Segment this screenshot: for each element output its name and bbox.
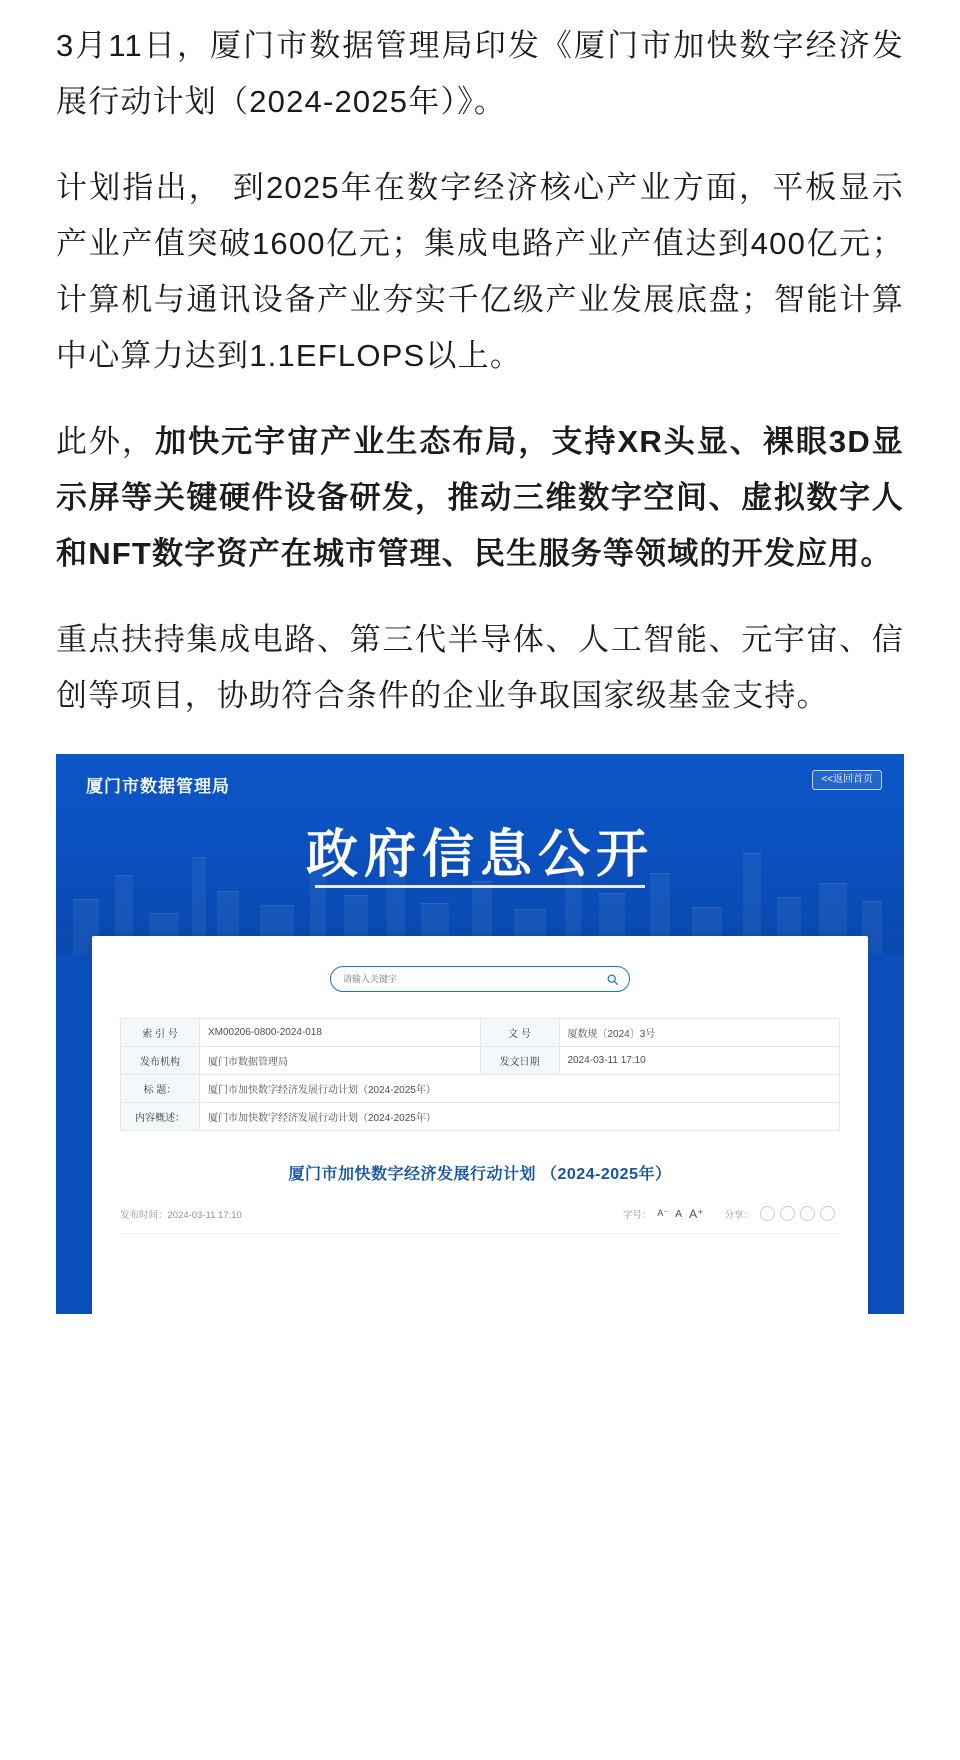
font-size-label: 字号： [622,1209,652,1221]
meta-value-publisher: 厦门市数据管理局 [200,1047,481,1075]
search-row [120,966,840,992]
share-label: 分享： [724,1209,753,1221]
font-size-medium-button[interactable]: A [675,1207,683,1220]
gov-site-content [92,936,868,1314]
paragraph-3 [56,414,904,582]
meta-value-summary: 厦门市加快数字经济发展行动计划（2024-2025年） [200,1103,840,1131]
search-input[interactable] [341,973,606,985]
meta-label-date: 发文日期 [480,1047,559,1075]
article-body [0,0,960,724]
share-weibo-icon[interactable] [780,1206,795,1221]
meta-value-title: 厦门市加快数字经济发展行动计划（2024-2025年） [200,1075,840,1103]
table-row [121,1075,840,1103]
table-row [121,1019,840,1047]
font-size-large-button[interactable]: A⁺ [689,1206,704,1221]
banner-title: 政府信息公开 [305,826,654,884]
banner-underline [315,885,645,888]
share-qq-icon[interactable] [800,1206,815,1221]
document-subheader [120,1206,840,1234]
meta-value-docno: 厦数规〔2024〕3号 [559,1019,840,1047]
meta-label-index: 索 引 号 [121,1019,200,1047]
back-to-home-button[interactable]: <<返回首页 [812,770,882,790]
embedded-screenshot [56,754,904,1314]
gov-site-banner [56,754,904,954]
document-title: 厦门市加快数字经济发展行动计划 （2024-2025年） [288,1166,672,1183]
meta-label-publisher: 发布机构 [121,1047,200,1075]
meta-label-docno: 文 号 [480,1019,559,1047]
table-row [121,1103,840,1131]
share-weixin-icon[interactable] [760,1206,775,1221]
meta-value-index: XM00206-0800-2024-018 [200,1019,481,1047]
document-meta-table [120,1018,840,1131]
publish-time: 发布时间：2024-03-11 17:10 [120,1209,242,1221]
meta-label-summary: 内容概述： [121,1103,200,1131]
paragraph-4: 重点扶持集成电路、第三代半导体、人工智能、元宇宙、信创等项目，协助符合条件的企业争取国家级基金支持。 [56,622,904,713]
meta-value-date: 2024-03-11 17:10 [559,1047,840,1075]
paragraph-3-lead: 此外， [56,424,156,459]
paragraph-3-highlight: 加快元宇宙产业生态布局，支持XR头显、裸眼3D显示屏等关键硬件设备研发，推动三维数字空间、虚拟数字人和NFT数字资产在城市管理、民生服务等领域的开发应用。 [56,424,904,571]
paragraph-1: 3月11日，厦门市数据管理局印发《厦门市加快数字经济发展行动计划（2024-2025年）》。 [56,28,904,119]
search-box[interactable] [330,966,630,992]
font-size-small-button[interactable]: A⁻ [657,1208,669,1218]
paragraph-2: 计划指出， 到2025年在数字经济核心产业方面，平板显示产业产值突破1600亿元；集成电路产业产值达到400亿元；计算机与通讯设备产业夯实千亿级产业发展底盘；智能计算中心算力达到1.1EFLOPS以上。 [56,170,904,373]
table-row [121,1047,840,1075]
share-link-icon[interactable] [820,1206,835,1221]
search-icon[interactable] [606,973,619,986]
site-org-name: 厦门市数据管理局 [86,777,230,796]
meta-label-title: 标 题： [121,1075,200,1103]
